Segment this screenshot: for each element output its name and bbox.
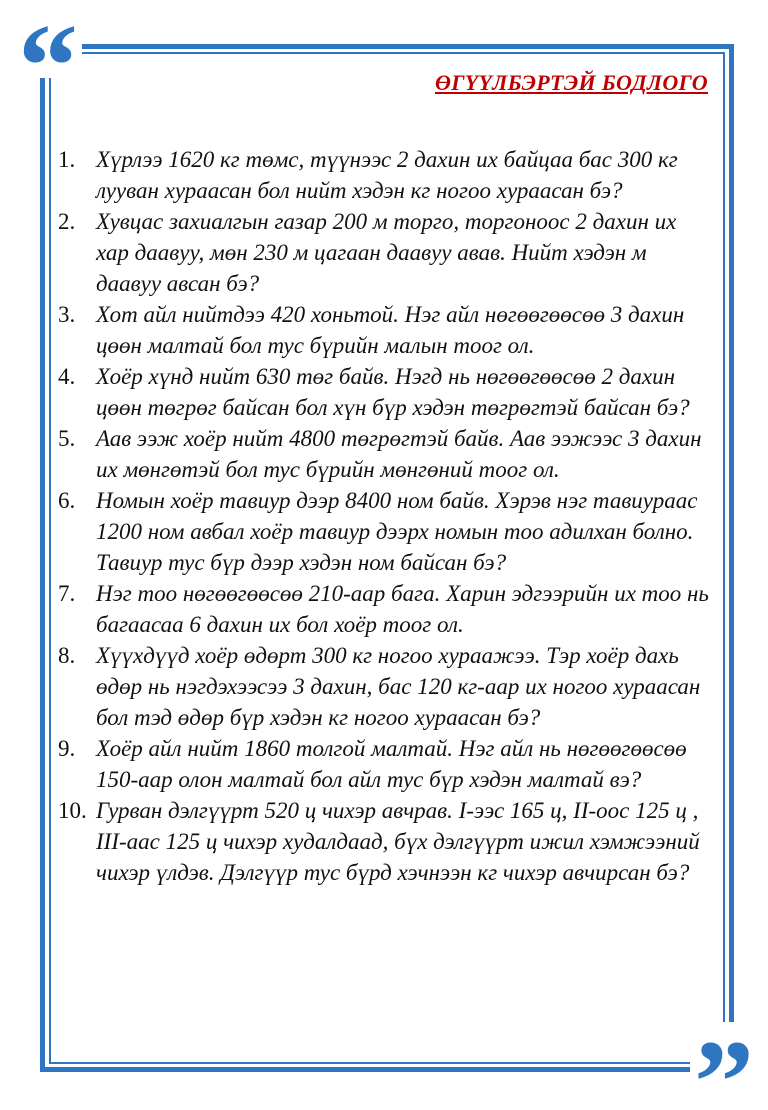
item-text: Аав ээж хоёр нийт 4800 төгрөгтэй байв. Аав ээжээс 3 дахин их мөнгөтэй бол тус бүрийн мөнгөний тоог ол. bbox=[96, 426, 702, 482]
item-text: Хүрлээ 1620 кг төмс, түүнээс 2 дахин их байцаа бас 300 кг лууван хураасан бол нийт хэдэн кг ногоо хураасан бэ? bbox=[96, 147, 678, 203]
item-text: Хоёр айл нийт 1860 толгой малтай. Нэг айл нь нөгөөгөөсөө 150-аар олон малтай бол айл тус бүр хэдэн малтай вэ? bbox=[96, 736, 687, 792]
item-number: 8. bbox=[58, 643, 76, 668]
open-quote-icon: “ bbox=[14, 6, 82, 78]
list-item bbox=[58, 640, 714, 733]
item-number: 7. bbox=[58, 581, 76, 606]
item-text: Хүүхдүүд хоёр өдөрт 300 кг ногоо хураажээ. Тэр хоёр дахь өдөр нь нэгдэхээсээ 3 дахин, бас 120 кг-аар их ногоо хураасан бол тэд өдөр бүр хэдэн кг ногоо хураасан бэ? bbox=[96, 643, 701, 730]
list-item bbox=[58, 144, 714, 206]
item-text: Гурван дэлгүүрт 520 ц чихэр авчрав. I-ээс 165 ц, II-оос 125 ц , III-аас 125 ц чихэр худалдаад, бүх дэлгүүрт ижил хэмжээний чихэр үлдэв. Дэлгүүр тус бүрд хэчнээн кг чихэр авчирсан бэ? bbox=[96, 798, 700, 885]
item-number: 9. bbox=[58, 736, 76, 761]
item-number: 10. bbox=[58, 798, 87, 823]
item-text: Нэг тоо нөгөөгөөсөө 210-аар бага. Харин эдгээрийн их тоо нь багаасаа 6 дахин их бол хоёр тоог ол. bbox=[96, 581, 709, 637]
item-number: 3. bbox=[58, 302, 76, 327]
list-item bbox=[58, 423, 714, 485]
page-title: ӨГҮҮЛБЭРТЭЙ БОДЛОГО bbox=[435, 70, 708, 95]
item-number: 1. bbox=[58, 147, 76, 172]
list-item bbox=[58, 795, 714, 888]
list-item bbox=[58, 361, 714, 423]
item-number: 2. bbox=[58, 209, 76, 234]
item-text: Номын хоёр тавиур дээр 8400 ном байв. Хэрэв нэг тавиураас 1200 ном авбал хоёр тавиур дээрх номын тоо адилхан болно. Тавиур тус бүр дээр хэдэн ном байсан бэ? bbox=[96, 488, 698, 575]
item-text: Хоёр хүнд нийт 630 төг байв. Нэгд нь нөгөөгөөсөө 2 дахин цөөн төгрөг байсан бол хүн бүр хэдэн төгрөгтэй байсан бэ? bbox=[96, 364, 690, 420]
item-number: 5. bbox=[58, 426, 76, 451]
item-number: 6. bbox=[58, 488, 76, 513]
problem-list bbox=[58, 144, 714, 888]
item-number: 4. bbox=[58, 364, 76, 389]
close-quote-icon: ” bbox=[690, 1022, 758, 1096]
list-item bbox=[58, 299, 714, 361]
list-item bbox=[58, 485, 714, 578]
list-item bbox=[58, 733, 714, 795]
list-item bbox=[58, 206, 714, 299]
list-item bbox=[58, 578, 714, 640]
item-text: Хот айл нийтдээ 420 хоньтой. Нэг айл нөгөөгөөсөө 3 дахин цөөн малтай бол тус бүрийн малын тоог ол. bbox=[96, 302, 685, 358]
item-text: Хувцас захиалгын газар 200 м торго, торгоноос 2 дахин их хар даавуу, мөн 230 м цагаан даавуу авав. Нийт хэдэн м даавуу авсан бэ? bbox=[96, 209, 677, 296]
